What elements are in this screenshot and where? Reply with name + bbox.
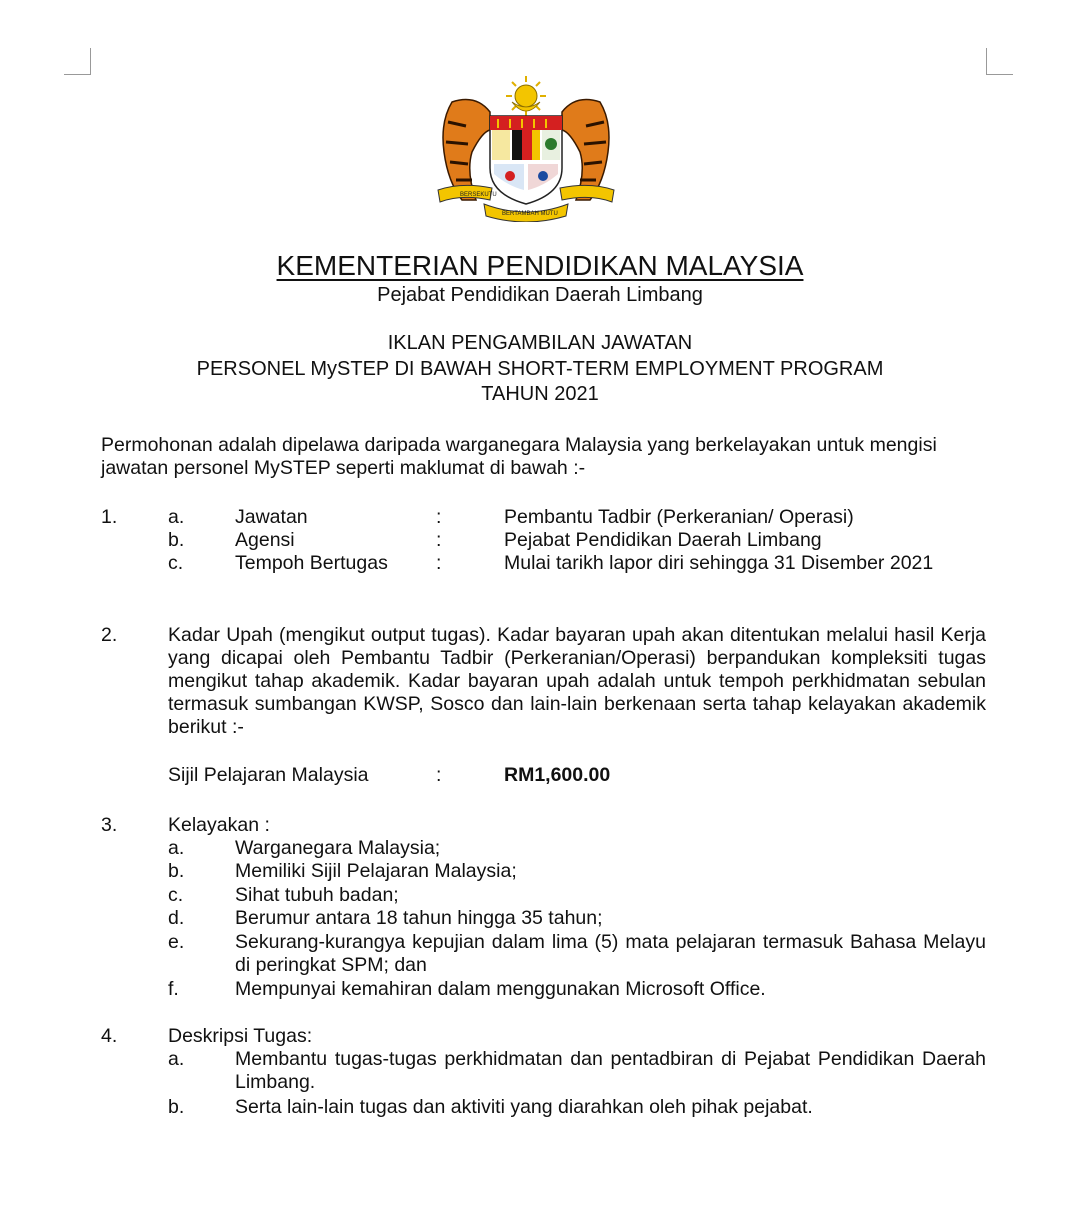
section-4-number: 4. (101, 1025, 118, 1047)
crop-mark-left (64, 48, 91, 75)
list-item-letter: b. (168, 860, 185, 882)
list-item-letter: a. (168, 1048, 185, 1070)
sun-icon (506, 76, 546, 116)
list-item-text: Membantu tugas-tugas perkhidmatan dan pentadbiran di Pejabat Pendidikan Daerah Limbang. (235, 1048, 986, 1093)
section-3-number: 3. (101, 814, 118, 836)
tempoh-label: Tempoh Bertugas (235, 552, 388, 574)
advert-heading-2: PERSONEL MySTEP DI BAWAH SHORT-TERM EMPLOYMENT PROGRAM (196, 358, 884, 380)
tempoh-separator: : (436, 552, 442, 574)
list-item-text: Warganegara Malaysia; (235, 837, 441, 859)
section-2-number: 2. (101, 624, 118, 646)
list-item-letter: c. (168, 884, 184, 906)
list-item-text: Berumur antara 18 tahun hingga 35 tahun; (235, 907, 603, 929)
section-4-title: Deskripsi Tugas: (168, 1025, 313, 1047)
list-item-letter: d. (168, 907, 185, 929)
advert-heading-1: IKLAN PENGAMBILAN JAWATAN (387, 332, 693, 354)
agensi-value: Pejabat Pendidikan Daerah Limbang (504, 529, 822, 551)
section-1-letter-a: a. (168, 506, 185, 528)
pay-separator: : (436, 764, 442, 786)
list-item-text: Mempunyai kemahiran dalam menggunakan Microsoft Office. (235, 978, 766, 1000)
crop-mark-right (986, 48, 1013, 75)
section-1-letter-c: c. (168, 552, 184, 574)
list-item-text: Sekurang-kurangya kepujian dalam lima (5) mata pelajaran termasuk Bahasa Melayu di peringkat SPM; dan (235, 931, 986, 976)
list-item-text: Serta lain-lain tugas dan aktiviti yang diarahkan oleh pihak pejabat. (235, 1096, 813, 1118)
motto-bottom-text: BERTAMBAH MUTU (502, 211, 558, 217)
coat-of-arms-emblem (432, 72, 620, 222)
tiger-right-icon (562, 100, 609, 200)
list-item-letter: e. (168, 931, 185, 953)
tempoh-value: Mulai tarikh lapor diri sehingga 31 Disember 2021 (504, 552, 934, 574)
pay-value: RM1,600.00 (504, 764, 611, 786)
section-2-paragraph: Kadar Upah (mengikut output tugas). Kadar bayaran upah akan ditentukan melalui hasil Kerja yang dicapai oleh Pembantu Tadbir (Perkeranian/Operasi) berpandukan kompleksiti tugas mengikut tahap akademik. Kadar bayaran upah adalah untuk tempoh perkhidmatan sebulan termasuk sumbangan KWSP, Sosco dan lain-lain berkenaan serta tahap kelayakan akademik berikut :- (168, 624, 986, 738)
section-3-title: Kelayakan : (168, 814, 270, 836)
list-item-text: Sihat tubuh badan; (235, 884, 399, 906)
list-item-letter: f. (168, 978, 179, 1000)
intro-paragraph: Permohonan adalah dipelawa daripada warganegara Malaysia yang berkelayakan untuk mengisi jawatan personel MySTEP seperti maklumat di bawah :- (101, 434, 937, 479)
list-item-text: Memiliki Sijil Pelajaran Malaysia; (235, 860, 517, 882)
agensi-separator: : (436, 529, 442, 551)
jawatan-value: Pembantu Tadbir (Perkeranian/ Operasi) (504, 506, 854, 528)
agensi-label: Agensi (235, 529, 295, 551)
motto-left-text: BERSEKUTU (460, 192, 497, 198)
office-subtitle: Pejabat Pendidikan Daerah Limbang (377, 284, 703, 306)
shield-icon (490, 116, 562, 204)
jawatan-label: Jawatan (235, 506, 308, 528)
tiger-left-icon (443, 100, 490, 200)
ministry-title: KEMENTERIAN PENDIDIKAN MALAYSIA (276, 250, 804, 281)
jawatan-separator: : (436, 506, 442, 528)
section-1-number: 1. (101, 506, 118, 528)
pay-label: Sijil Pelajaran Malaysia (168, 764, 369, 786)
section-1-letter-b: b. (168, 529, 185, 551)
list-item-letter: a. (168, 837, 185, 859)
advert-heading-3: TAHUN 2021 (481, 383, 599, 405)
list-item-letter: b. (168, 1096, 185, 1118)
